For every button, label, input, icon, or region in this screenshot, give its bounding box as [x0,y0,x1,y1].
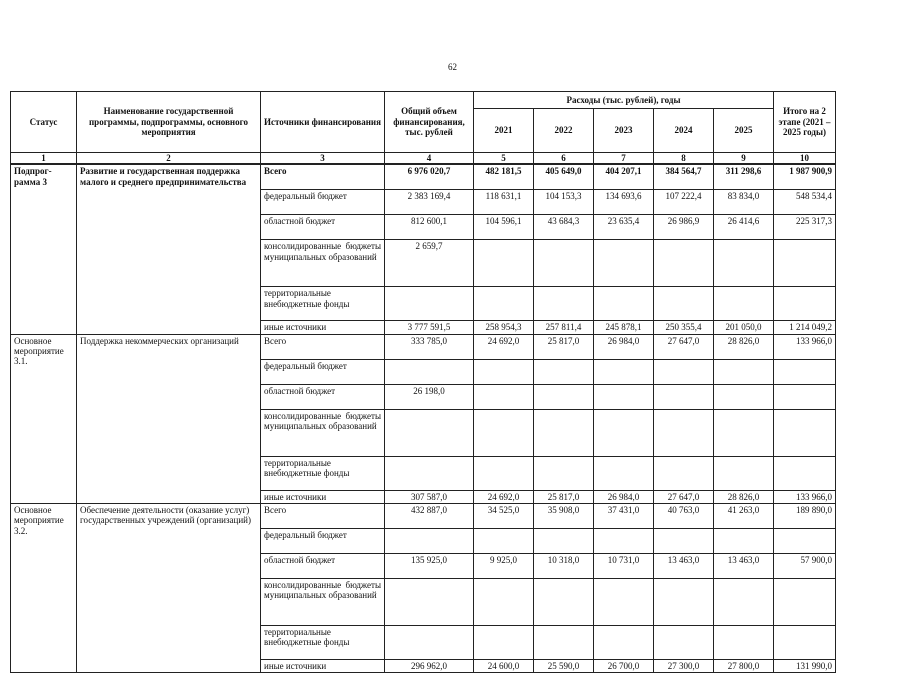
table-row [11,164,836,190]
total-cell: 26 198,0 [385,384,474,409]
itogo-cell [774,579,836,626]
year-value-cell [534,529,594,554]
year-value-cell [654,240,714,287]
year-value-cell [474,626,534,660]
total-cell: 307 587,0 [385,490,474,503]
source-cell: иные источники [261,490,385,503]
year-value-cell: 83 834,0 [714,190,774,215]
column-number: 9 [714,153,774,165]
program-name-cell: Обеспечение деятельности (оказание услуг) государственных учреждений (организаций) [77,504,261,673]
year-value-cell [654,579,714,626]
year-value-cell: 24 600,0 [474,660,534,673]
year-value-cell: 27 800,0 [714,660,774,673]
program-name-cell: Поддержка некоммерческих организаций [77,334,261,503]
itogo-cell: 1 214 049,2 [774,321,836,334]
year-value-cell [654,626,714,660]
year-value-cell: 104 153,3 [534,190,594,215]
status-cell: Подпрог-рамма 3 [11,164,77,334]
total-cell: 135 925,0 [385,554,474,579]
year-value-cell: 257 811,4 [534,321,594,334]
year-value-cell [474,240,534,287]
header-expenses: Расходы (тыс. рублей), годы [474,92,774,109]
year-value-cell: 107 222,4 [654,190,714,215]
year-value-cell: 405 649,0 [534,164,594,190]
year-value-cell [474,579,534,626]
source-cell: федеральный бюджет [261,529,385,554]
table-row [11,334,836,359]
total-cell [385,359,474,384]
total-cell: 6 976 020,7 [385,164,474,190]
total-cell [385,626,474,660]
column-number: 2 [77,153,261,165]
status-cell: Основное мероприятие 3.2. [11,504,77,673]
year-value-cell [594,626,654,660]
header-status: Статус [11,92,77,153]
year-value-cell [714,579,774,626]
total-cell [385,456,474,490]
total-cell: 3 777 591,5 [385,321,474,334]
year-value-cell [534,579,594,626]
year-value-cell [714,626,774,660]
table-row [11,504,836,529]
itogo-cell: 189 890,0 [774,504,836,529]
year-value-cell: 35 908,0 [534,504,594,529]
year-value-cell: 26 700,0 [594,660,654,673]
column-number: 7 [594,153,654,165]
year-value-cell [654,456,714,490]
itogo-cell [774,287,836,321]
year-value-cell: 384 564,7 [654,164,714,190]
source-cell: иные источники [261,660,385,673]
itogo-cell: 133 966,0 [774,334,836,359]
source-cell: консолидированные бюджеты муниципальных образований [261,409,385,456]
year-value-cell [654,287,714,321]
column-number: 8 [654,153,714,165]
column-number: 6 [534,153,594,165]
itogo-cell [774,240,836,287]
total-cell: 2 383 169,4 [385,190,474,215]
itogo-cell: 225 317,3 [774,215,836,240]
itogo-cell [774,626,836,660]
year-value-cell [714,240,774,287]
column-number-row [11,153,836,165]
year-value-cell [594,456,654,490]
year-value-cell: 25 590,0 [534,660,594,673]
year-value-cell [534,626,594,660]
year-value-cell: 26 984,0 [594,490,654,503]
year-value-cell [714,409,774,456]
source-cell: областной бюджет [261,554,385,579]
itogo-cell [774,409,836,456]
header-total: Общий объем финансирования, тыс. рублей [385,92,474,153]
year-value-cell: 311 298,6 [714,164,774,190]
year-value-cell: 482 181,5 [474,164,534,190]
total-cell: 432 887,0 [385,504,474,529]
header-year: 2021 [474,109,534,153]
year-value-cell [474,359,534,384]
itogo-cell [774,529,836,554]
year-value-cell: 27 647,0 [654,334,714,359]
year-value-cell [474,529,534,554]
year-value-cell: 41 263,0 [714,504,774,529]
year-value-cell [594,240,654,287]
column-number: 5 [474,153,534,165]
year-value-cell: 201 050,0 [714,321,774,334]
total-cell [385,287,474,321]
year-value-cell: 24 692,0 [474,490,534,503]
year-value-cell [594,579,654,626]
year-value-cell: 10 731,0 [594,554,654,579]
total-cell: 296 962,0 [385,660,474,673]
source-cell: Всего [261,504,385,529]
year-value-cell: 9 925,0 [474,554,534,579]
year-value-cell: 10 318,0 [534,554,594,579]
year-value-cell: 27 300,0 [654,660,714,673]
year-value-cell [534,359,594,384]
year-value-cell [654,529,714,554]
year-value-cell: 28 826,0 [714,490,774,503]
source-cell: федеральный бюджет [261,190,385,215]
year-value-cell [714,359,774,384]
header-sources: Источники финансирования [261,92,385,153]
year-value-cell: 34 525,0 [474,504,534,529]
year-value-cell: 37 431,0 [594,504,654,529]
source-cell: территориальные внебюджетные фонды [261,456,385,490]
header-year: 2024 [654,109,714,153]
itogo-cell: 133 966,0 [774,490,836,503]
year-value-cell: 134 693,6 [594,190,654,215]
header-name: Наименование государственной программы, подпрограммы, основного мероприятия [77,92,261,153]
total-cell: 333 785,0 [385,334,474,359]
itogo-cell [774,359,836,384]
source-cell: иные источники [261,321,385,334]
itogo-cell: 131 990,0 [774,660,836,673]
year-value-cell: 40 763,0 [654,504,714,529]
budget-table [10,91,836,673]
itogo-cell: 548 534,4 [774,190,836,215]
status-cell: Основное мероприятие 3.1. [11,334,77,503]
year-value-cell: 245 878,1 [594,321,654,334]
source-cell: Всего [261,334,385,359]
source-cell: консолидированные бюджеты муниципальных образований [261,579,385,626]
column-number: 3 [261,153,385,165]
total-cell [385,579,474,626]
year-value-cell [534,287,594,321]
year-value-cell: 258 954,3 [474,321,534,334]
year-value-cell [594,529,654,554]
year-value-cell: 25 817,0 [534,334,594,359]
column-number: 1 [11,153,77,165]
total-cell [385,409,474,456]
year-value-cell: 13 463,0 [714,554,774,579]
source-cell: областной бюджет [261,384,385,409]
year-value-cell: 404 207,1 [594,164,654,190]
year-value-cell [534,456,594,490]
year-value-cell [654,384,714,409]
year-value-cell: 13 463,0 [654,554,714,579]
year-value-cell [594,409,654,456]
header-year: 2022 [534,109,594,153]
year-value-cell: 27 647,0 [654,490,714,503]
year-value-cell [594,359,654,384]
header-year: 2025 [714,109,774,153]
total-cell: 2 659,7 [385,240,474,287]
year-value-cell [474,384,534,409]
source-cell: областной бюджет [261,215,385,240]
itogo-cell [774,384,836,409]
column-number: 4 [385,153,474,165]
year-value-cell [474,287,534,321]
year-value-cell [714,384,774,409]
source-cell: территориальные внебюджетные фонды [261,626,385,660]
year-value-cell [654,359,714,384]
total-cell: 812 600,1 [385,215,474,240]
itogo-cell [774,456,836,490]
year-value-cell [654,409,714,456]
year-value-cell: 26 414,6 [714,215,774,240]
header-year: 2023 [594,109,654,153]
program-name-cell: Развитие и государственная поддержка малого и среднего предпринимательства [77,164,261,334]
year-value-cell [594,287,654,321]
year-value-cell [474,409,534,456]
source-cell: Всего [261,164,385,190]
year-value-cell [534,384,594,409]
total-cell [385,529,474,554]
year-value-cell: 26 986,9 [654,215,714,240]
year-value-cell: 23 635,4 [594,215,654,240]
year-value-cell: 104 596,1 [474,215,534,240]
year-value-cell: 24 692,0 [474,334,534,359]
source-cell: территориальные внебюджетные фонды [261,287,385,321]
source-cell: консолидированные бюджеты муниципальных образований [261,240,385,287]
year-value-cell [534,240,594,287]
year-value-cell: 28 826,0 [714,334,774,359]
year-value-cell: 118 631,1 [474,190,534,215]
year-value-cell [714,456,774,490]
year-value-cell: 250 355,4 [654,321,714,334]
column-number: 10 [774,153,836,165]
header-itogo: Итого на 2 этапе (2021 – 2025 годы) [774,92,836,153]
year-value-cell [594,384,654,409]
page-number: 62 [448,62,457,72]
year-value-cell: 43 684,3 [534,215,594,240]
itogo-cell: 57 900,0 [774,554,836,579]
year-value-cell [534,409,594,456]
year-value-cell: 25 817,0 [534,490,594,503]
itogo-cell: 1 987 900,9 [774,164,836,190]
year-value-cell [714,287,774,321]
year-value-cell [714,529,774,554]
year-value-cell: 26 984,0 [594,334,654,359]
source-cell: федеральный бюджет [261,359,385,384]
year-value-cell [474,456,534,490]
